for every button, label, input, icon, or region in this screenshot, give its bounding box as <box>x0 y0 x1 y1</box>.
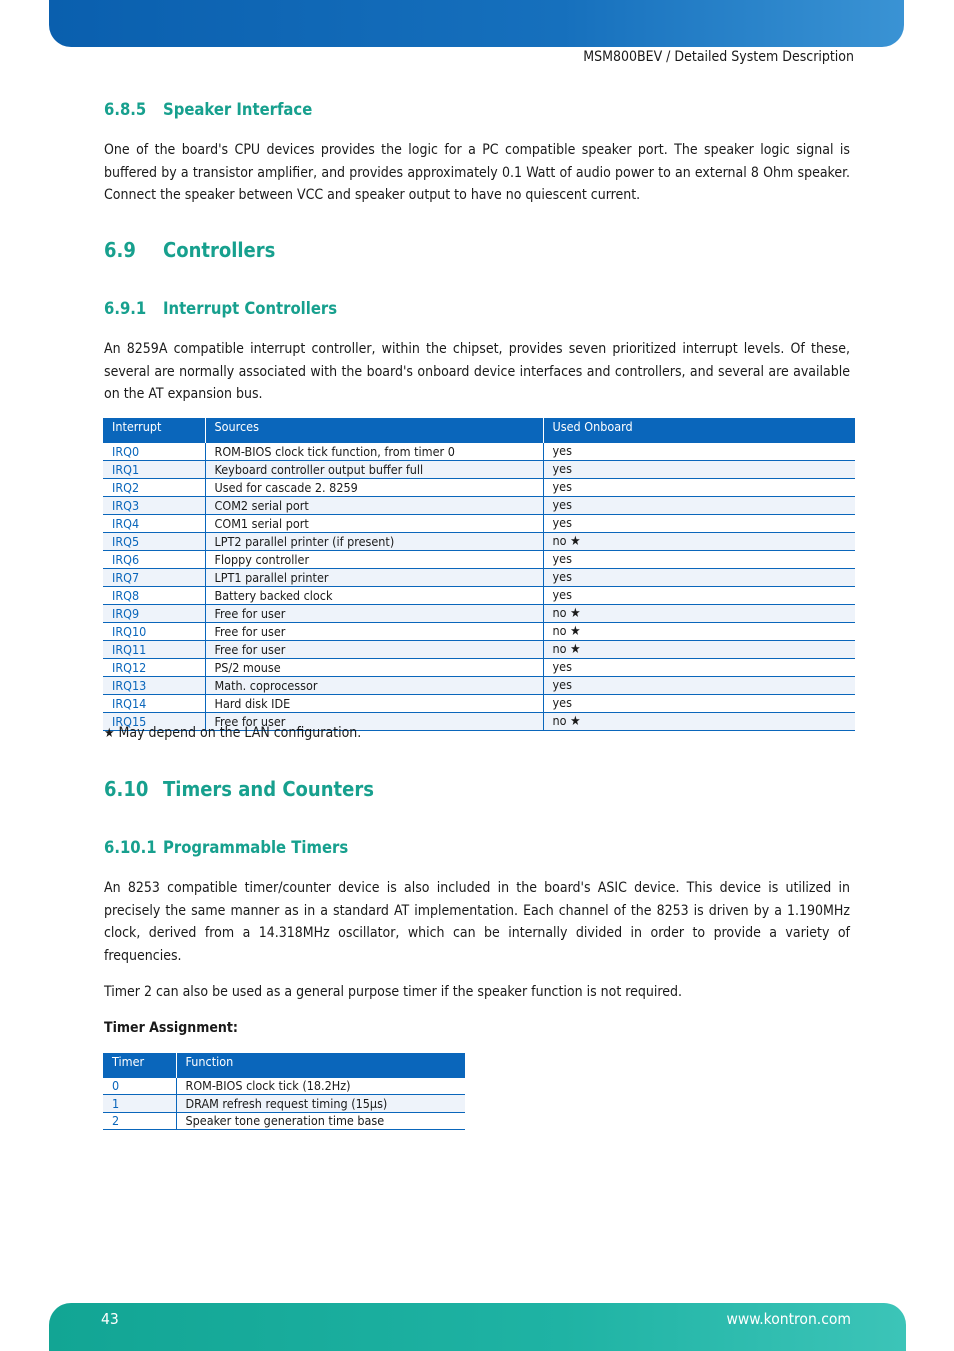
used-onboard-cell <box>543 461 855 479</box>
irq-cell[interactable]: IRQ15 <box>103 713 205 731</box>
table-row <box>103 623 855 641</box>
header-band <box>49 0 904 47</box>
timer-table <box>103 1053 465 1130</box>
used-onboard-cell <box>543 569 855 587</box>
footnote-text: May depend on the LAN configuration. <box>118 725 362 741</box>
section-number: 6.9 <box>104 238 136 262</box>
irq-table-header <box>103 418 855 443</box>
page-number: 43 <box>101 1310 119 1328</box>
timer-cell: 0 <box>103 1078 176 1095</box>
used-value: no <box>552 533 567 548</box>
used-onboard-cell <box>543 659 855 677</box>
heading-timers-counters <box>104 777 374 801</box>
section-title: Timers and Counters <box>163 777 374 801</box>
irq-cell[interactable]: IRQ9 <box>103 605 205 623</box>
running-header: MSM800BEV / Detailed System Description <box>583 49 854 65</box>
table-row <box>103 1078 465 1095</box>
source-cell: Keyboard controller output buffer full <box>205 461 543 479</box>
website-link[interactable]: www.kontron.com <box>726 1310 851 1328</box>
source-cell: LPT2 parallel printer (if present) <box>205 533 543 551</box>
source-cell: Battery backed clock <box>205 587 543 605</box>
used-value: yes <box>552 659 572 674</box>
function-cell: Speaker tone generation time base <box>176 1112 465 1129</box>
used-value: yes <box>552 677 572 692</box>
used-onboard-cell <box>543 587 855 605</box>
used-onboard-cell <box>543 551 855 569</box>
irq-cell[interactable]: IRQ7 <box>103 569 205 587</box>
used-onboard-cell <box>543 605 855 623</box>
table-row <box>103 551 855 569</box>
used-onboard-cell <box>543 623 855 641</box>
irq-cell[interactable]: IRQ12 <box>103 659 205 677</box>
irq-cell[interactable]: IRQ0 <box>103 443 205 461</box>
used-onboard-cell <box>543 713 855 731</box>
irq-cell[interactable]: IRQ2 <box>103 479 205 497</box>
table-row <box>103 1112 465 1129</box>
timer-cell: 1 <box>103 1095 176 1112</box>
table-row <box>103 605 855 623</box>
timers-paragraph: An 8253 compatible timer/counter device is also included in the board's ASIC device. This device is utilized in precisely the same manner as in a standard AT implementation. Each channel of the 8253 is driven by a 1.190MHz clock, derived from a 14.318MHz oscillator, which can be internally divided in order to provide a variety of frequencies. <box>104 880 850 964</box>
used-value: no <box>552 641 567 656</box>
irq-cell[interactable]: IRQ4 <box>103 515 205 533</box>
irq-cell[interactable]: IRQ8 <box>103 587 205 605</box>
table-row <box>103 515 855 533</box>
irq-table <box>103 418 855 731</box>
source-cell: Free for user <box>205 605 543 623</box>
source-cell: ROM-BIOS clock tick function, from timer 0 <box>205 443 543 461</box>
table-row <box>103 695 855 713</box>
table-row <box>103 659 855 677</box>
source-cell: Floppy controller <box>205 551 543 569</box>
used-value: yes <box>552 479 572 494</box>
irq-table-body <box>103 443 855 731</box>
used-onboard-cell <box>543 677 855 695</box>
used-value: yes <box>552 461 572 476</box>
table-row <box>103 1095 465 1112</box>
irq-cell[interactable]: IRQ5 <box>103 533 205 551</box>
table-row <box>103 587 855 605</box>
heading-controllers <box>104 238 275 262</box>
irq-cell[interactable]: IRQ3 <box>103 497 205 515</box>
source-cell: Free for user <box>205 623 543 641</box>
heading-programmable-timers <box>104 838 348 857</box>
irq-footnote <box>104 725 361 741</box>
column-header-used-onboard: Used Onboard <box>543 418 855 443</box>
section-number: 6.9.1 <box>104 299 147 318</box>
section-number: 6.8.5 <box>104 100 147 119</box>
timer-cell: 2 <box>103 1112 176 1129</box>
source-cell: PS/2 mouse <box>205 659 543 677</box>
used-value: yes <box>552 497 572 512</box>
column-header-timer: Timer <box>103 1053 176 1078</box>
interrupt-paragraph: An 8259A compatible interrupt controller, within the chipset, provides seven prioritized interrupt levels. Of these, several are normally associated with the board's onboard device interfaces and controllers, and several are available on the AT expansion bus. <box>104 341 850 402</box>
irq-cell[interactable]: IRQ6 <box>103 551 205 569</box>
source-cell: Free for user <box>205 713 543 731</box>
table-row <box>103 443 855 461</box>
used-value: yes <box>552 695 572 710</box>
timer-assignment-label: Timer Assignment: <box>104 1020 238 1036</box>
used-onboard-cell <box>543 479 855 497</box>
column-header-interrupt: Interrupt <box>103 418 205 443</box>
star-icon: ★ <box>104 726 115 741</box>
table-row <box>103 497 855 515</box>
heading-interrupt-controllers <box>104 299 337 318</box>
column-header-sources: Sources <box>205 418 543 443</box>
used-value: yes <box>552 587 572 602</box>
star-icon: ★ <box>570 642 581 657</box>
table-row <box>103 677 855 695</box>
function-cell: DRAM refresh request timing (15µs) <box>176 1095 465 1112</box>
section-title: Speaker Interface <box>163 100 313 119</box>
section-title: Programmable Timers <box>163 838 349 857</box>
used-value: yes <box>552 569 572 584</box>
speaker-paragraph: One of the board's CPU devices provides the logic for a PC compatible speaker port. The speaker logic signal is buffered by a transistor amplifier, and provides approximately 0.1 Watt of audio power to an external 8 Ohm speaker. Connect the speaker between VCC and speaker output to have no quiescent current. <box>104 142 850 203</box>
table-row <box>103 479 855 497</box>
used-onboard-cell <box>543 515 855 533</box>
used-value: yes <box>552 443 572 458</box>
timer-table-body <box>103 1078 465 1130</box>
section-title: Controllers <box>163 238 276 262</box>
table-row <box>103 461 855 479</box>
used-value: no <box>552 623 567 638</box>
heading-speaker-interface <box>104 100 312 119</box>
irq-cell[interactable]: IRQ10 <box>103 623 205 641</box>
used-value: no <box>552 605 567 620</box>
used-onboard-cell <box>543 641 855 659</box>
column-header-function: Function <box>176 1053 465 1078</box>
section-number: 6.10.1 <box>104 838 157 857</box>
used-onboard-cell <box>543 695 855 713</box>
source-cell: Used for cascade 2. 8259 <box>205 479 543 497</box>
timer-table-header <box>103 1053 465 1078</box>
used-onboard-cell <box>543 443 855 461</box>
source-cell: Hard disk IDE <box>205 695 543 713</box>
table-row <box>103 533 855 551</box>
star-icon: ★ <box>570 606 581 621</box>
source-cell: LPT1 parallel printer <box>205 569 543 587</box>
star-icon: ★ <box>570 714 581 729</box>
used-onboard-cell <box>543 497 855 515</box>
table-row <box>103 641 855 659</box>
used-value: yes <box>552 551 572 566</box>
star-icon: ★ <box>570 534 581 549</box>
table-row <box>103 569 855 587</box>
irq-cell[interactable]: IRQ1 <box>103 461 205 479</box>
irq-cell[interactable]: IRQ13 <box>103 677 205 695</box>
irq-cell[interactable]: IRQ14 <box>103 695 205 713</box>
section-title: Interrupt Controllers <box>163 299 338 318</box>
used-onboard-cell <box>543 533 855 551</box>
source-cell: Math. coprocessor <box>205 677 543 695</box>
function-cell: ROM-BIOS clock tick (18.2Hz) <box>176 1078 465 1095</box>
irq-cell[interactable]: IRQ11 <box>103 641 205 659</box>
timer2-paragraph: Timer 2 can also be used as a general purpose timer if the speaker function is not required. <box>104 984 682 1000</box>
used-value: no <box>552 713 567 728</box>
used-value: yes <box>552 515 572 530</box>
source-cell: COM1 serial port <box>205 515 543 533</box>
section-number: 6.10 <box>104 777 149 801</box>
star-icon: ★ <box>570 624 581 639</box>
source-cell: Free for user <box>205 641 543 659</box>
source-cell: COM2 serial port <box>205 497 543 515</box>
